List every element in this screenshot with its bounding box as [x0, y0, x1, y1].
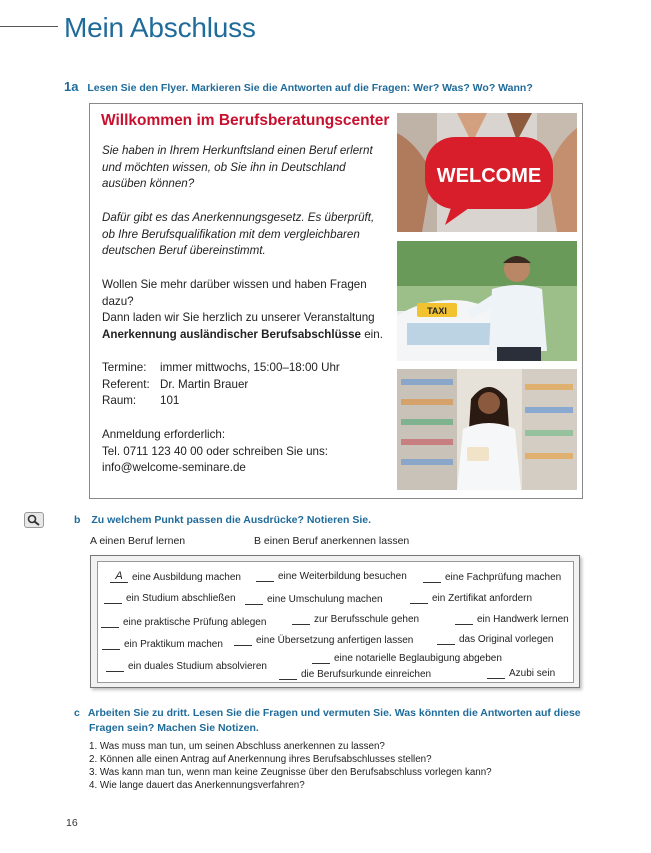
flyer-line: Sie haben in Ihrem Herkunftsland einen Beruf erlernt — [102, 144, 373, 157]
answer-blank[interactable] — [245, 604, 263, 605]
info-label: Termine: — [102, 361, 147, 374]
expression-item — [437, 634, 554, 645]
answer-blank[interactable] — [106, 671, 124, 672]
expression-text: eine Fachprüfung machen — [445, 572, 562, 583]
answer-blank[interactable] — [312, 663, 330, 664]
flyer-email: info@welcome-seminare.de — [102, 461, 246, 474]
task-b-instruction — [74, 514, 371, 526]
flyer-title: Willkommen im Berufsberatungscenter — [101, 112, 390, 129]
expression-text: die Berufsurkunde einreichen — [301, 669, 432, 680]
answer-blank[interactable] — [101, 627, 119, 628]
expression-item — [455, 614, 569, 625]
expression-item — [245, 594, 383, 605]
answer-blank[interactable] — [279, 679, 297, 680]
option-b: B einen Beruf anerkennen lassen — [254, 535, 410, 547]
expression-text: ein duales Studium absolvieren — [128, 661, 267, 672]
task-c-letter: c — [74, 707, 80, 719]
info-label: Referent: — [102, 377, 150, 391]
taxi-sign-text: TAXI — [427, 306, 447, 316]
expression-item — [102, 639, 223, 650]
expression-list — [97, 561, 574, 683]
question-4: 4. Wie lange dauert das Anerkennungsverfahren? — [89, 780, 305, 791]
expression-text: eine Weiterbildung besuchen — [278, 571, 407, 582]
question-1: 1. Was muss man tun, um seinen Abschluss anerkennen zu lassen? — [89, 741, 385, 752]
flyer-line: Tel. 0711 123 40 00 oder schreiben Sie uns: — [102, 444, 329, 458]
expression-text: eine Umschulung machen — [267, 594, 383, 605]
flyer-line: und möchten wissen, ob Sie ihn in Deutschland — [102, 160, 346, 174]
flyer-line: dazu? — [102, 294, 134, 308]
flyer — [89, 103, 583, 499]
welcome-sign-text: WELCOME — [436, 165, 542, 187]
expression-text: eine notarielle Beglaubigung abgeben — [334, 653, 502, 664]
expression-item — [279, 669, 431, 680]
question-2: 2. Können alle einen Antrag auf Anerkennung ihres Berufsabschlusses stellen? — [89, 754, 432, 765]
flyer-line: Wollen Sie mehr darüber wissen und haben Fragen — [102, 278, 367, 291]
info-value: 101 — [160, 394, 180, 407]
answer-blank[interactable] — [234, 645, 252, 646]
page-number: 16 — [66, 817, 78, 829]
answer-blank[interactable] — [256, 581, 274, 582]
flyer-contact — [102, 427, 328, 477]
photo-welcome — [397, 113, 577, 232]
expression-text: ein Zertifikat anfordern — [432, 593, 533, 604]
expression-item — [101, 617, 266, 628]
expression-item — [256, 571, 407, 582]
expression-text: das Original vorlegen — [459, 634, 554, 645]
expression-item — [312, 653, 502, 664]
info-row-termine — [102, 360, 340, 377]
answer-blank[interactable] — [104, 603, 122, 604]
page-title: Mein Abschluss — [64, 12, 256, 43]
task-a-instruction — [64, 79, 533, 94]
answer-blank[interactable] — [455, 624, 473, 625]
expression-text: zur Berufsschule gehen — [314, 614, 420, 625]
info-value: immer mittwochs, 15:00–18:00 Uhr — [160, 361, 340, 374]
expression-text: Azubi sein — [509, 668, 556, 679]
expression-item — [104, 593, 236, 604]
expression-item — [423, 572, 561, 583]
expression-text: ein Studium abschließen — [126, 593, 236, 604]
expression-item — [292, 614, 419, 625]
magnifier-icon — [24, 512, 44, 528]
info-label: Raum: — [102, 394, 137, 407]
flyer-line: ausüben können? — [102, 177, 195, 190]
expression-item — [234, 635, 413, 646]
expression-item — [106, 661, 267, 672]
event-name: Anerkennung ausländischer Berufsabschlüsse — [102, 327, 362, 341]
task-c-text-1: Arbeiten Sie zu dritt. Lesen Sie die Fragen und vermuten Sie. Was könnten die Antworten auf diese — [87, 707, 581, 719]
expression-item — [110, 571, 241, 583]
flyer-line: Anmeldung erforderlich: — [102, 428, 226, 441]
flyer-line: Dann laden wir Sie herzlich zu unserer Veranstaltung — [102, 311, 375, 324]
answer-blank[interactable] — [437, 644, 455, 645]
task-a-number: 1a — [64, 79, 79, 94]
expression-text: eine praktische Prüfung ablegen — [123, 617, 267, 628]
expression-text: eine Ausbildung machen — [132, 572, 241, 583]
task-c-text-2: Fragen sein? Machen Sie Notizen. — [89, 722, 259, 734]
question-3: 3. Was kann man tun, wenn man keine Zeugnisse über den Berufsabschluss vorlegen kann? — [89, 767, 492, 778]
task-a-text: Lesen Sie den Flyer. Markieren Sie die Antworten auf die Fragen: Wer? Was? Wo? Wann? — [87, 82, 533, 94]
info-row-raum — [102, 393, 340, 410]
expression-item — [487, 668, 555, 679]
expression-text: ein Praktikum machen — [124, 639, 223, 650]
header-rule — [0, 26, 58, 27]
expression-item — [410, 593, 532, 604]
flyer-line — [102, 327, 383, 344]
answer-blank[interactable] — [292, 624, 310, 625]
flyer-line: ob Ihre Berufsqualifikation mit dem vergleichbaren — [102, 227, 360, 241]
task-b-letter: b — [74, 514, 81, 526]
flyer-line: Dafür gibt es das Anerkennungsgesetz. Es überprüft, — [102, 211, 375, 224]
photo-taxi-driver — [397, 241, 577, 361]
answer-blank[interactable] — [487, 678, 505, 679]
flyer-line-end: ein. — [361, 327, 383, 341]
flyer-line: deutschen Beruf übereinstimmt. — [102, 244, 266, 257]
info-row-referent — [102, 377, 340, 394]
answer-blank[interactable]: A — [110, 571, 128, 583]
flyer-info — [102, 360, 340, 410]
expression-text: eine Übersetzung anfertigen lassen — [256, 635, 414, 646]
flyer-paragraph-1 — [102, 143, 373, 193]
task-b-text: Zu welchem Punkt passen die Ausdrücke? Notieren Sie. — [91, 514, 372, 526]
option-a: A einen Beruf lernen — [90, 535, 186, 547]
answer-blank[interactable] — [423, 582, 441, 583]
photo-pharmacist — [397, 369, 577, 490]
flyer-paragraph-3 — [102, 277, 383, 343]
flyer-paragraph-2 — [102, 210, 374, 260]
expression-text: ein Handwerk lernen — [477, 614, 569, 625]
expression-box — [90, 555, 580, 688]
answer-blank[interactable] — [102, 649, 120, 650]
answer-blank[interactable] — [410, 603, 428, 604]
task-c-instruction — [74, 706, 594, 736]
info-value: Dr. Martin Brauer — [160, 377, 249, 391]
